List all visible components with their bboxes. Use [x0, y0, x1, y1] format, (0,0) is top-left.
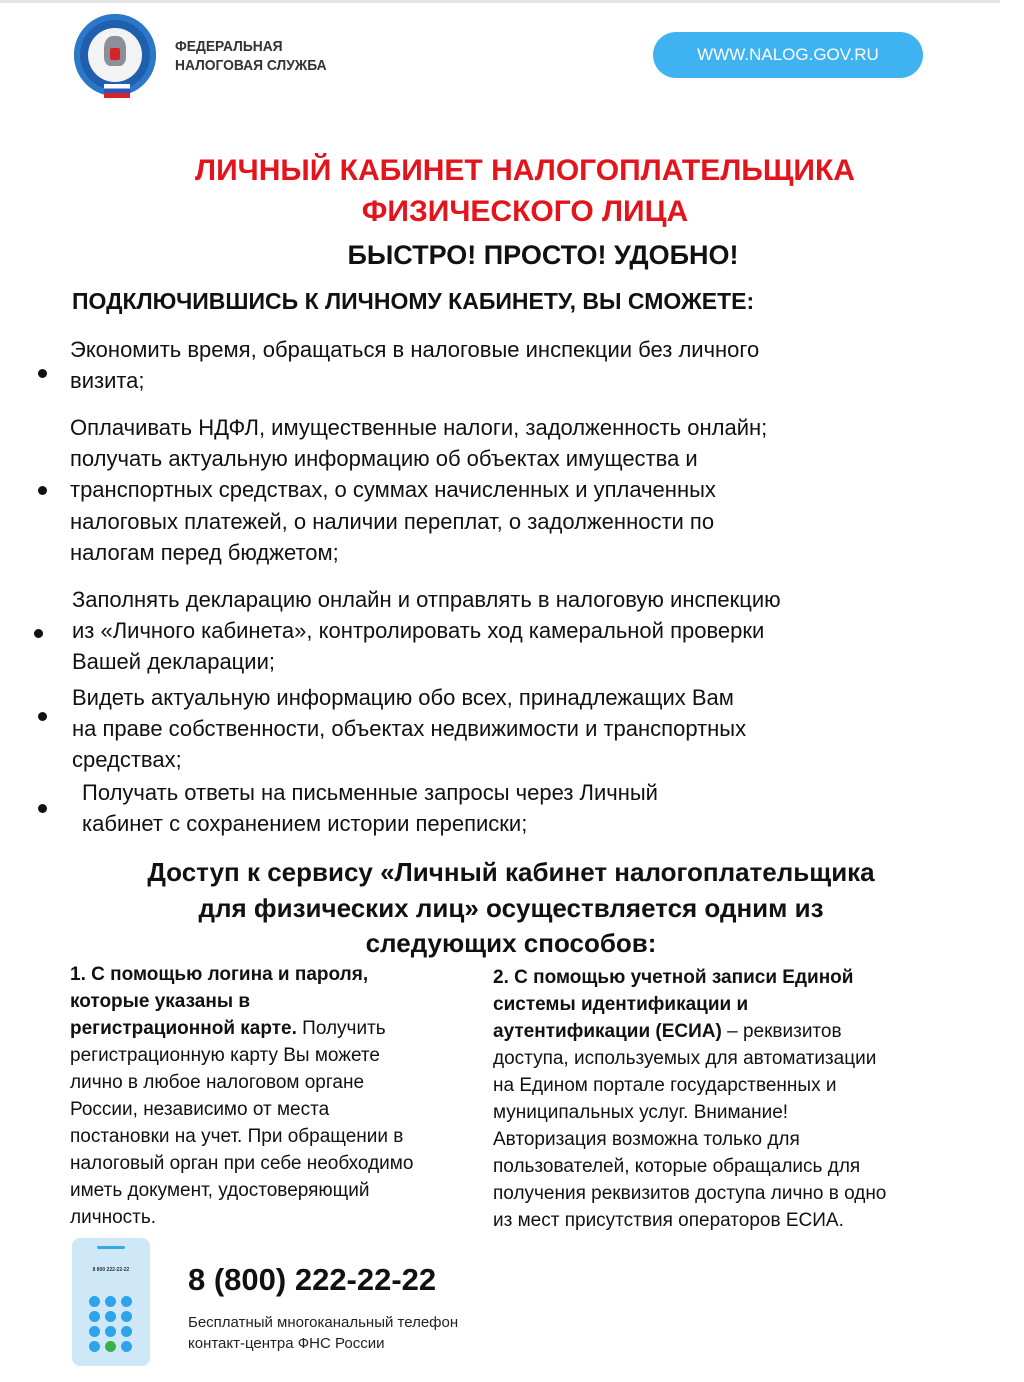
method-text: постановки на учет. При обращении в [70, 1126, 404, 1147]
method-line [493, 1207, 886, 1234]
method-line [70, 1069, 413, 1096]
bullet-icon [38, 369, 47, 378]
phone-icon-label: 8 800 222-22-22 [92, 1267, 130, 1273]
access-heading-line: для физических лиц» осуществляется одним из [198, 892, 824, 923]
list-item [72, 584, 781, 678]
flag-icon [104, 84, 130, 98]
method-line [70, 1177, 413, 1204]
method-bold-text: которые указаны в [70, 991, 251, 1012]
method-text: – реквизитов [721, 1021, 842, 1042]
method-bold-text: системы идентификации и [493, 994, 749, 1015]
list-item-line: на праве собственности, объектах недвижимости и транспортных [72, 716, 747, 742]
method-text: регистрационную карту Вы можете [70, 1045, 380, 1066]
method-line [493, 1153, 886, 1180]
list-item-line: Заполнять декларацию онлайн и отправлять в налоговую инспекцию [72, 587, 781, 612]
top-divider [0, 0, 1000, 3]
method-text: Получить [296, 1018, 386, 1039]
org-name-line: ФЕДЕРАЛЬНАЯ [175, 38, 283, 55]
list-item-line: средствах; [72, 747, 182, 773]
phone-desc-line: контакт-центра ФНС России [188, 1335, 385, 1352]
keypad-dot [121, 1296, 132, 1307]
method-esia [493, 964, 886, 1234]
phone-description [188, 1312, 458, 1354]
bullet-icon [38, 486, 47, 495]
method-text: получения реквизитов доступа лично в одно [493, 1183, 887, 1204]
phone-number: 8 (800) 222-22-22 [188, 1262, 437, 1297]
phone-icon [72, 1238, 150, 1366]
method-bold-text: 1. С помощью логина и пароля, [70, 964, 369, 985]
list-item-line: получать актуальную информацию об объектах имущества и [70, 446, 698, 472]
method-line [493, 1180, 886, 1207]
list-item [82, 777, 658, 839]
keypad-dot [105, 1326, 116, 1337]
keypad-dot [89, 1341, 100, 1352]
method-line [493, 1045, 886, 1072]
keypad-dot [121, 1341, 132, 1352]
access-heading [0, 855, 1022, 962]
method-line [493, 1072, 886, 1099]
keypad-dot [89, 1311, 100, 1322]
list-item-line: визита; [70, 368, 145, 394]
method-line [70, 1150, 413, 1177]
method-line [70, 988, 413, 1015]
method-text: налоговый орган при себе необходимо [70, 1153, 414, 1174]
method-text: пользователей, которые обращались для [493, 1156, 861, 1177]
list-item [72, 682, 746, 776]
method-line [70, 1042, 413, 1069]
list-item-line: налогам перед бюджетом; [70, 539, 339, 565]
method-line [493, 1018, 886, 1045]
subtitle: БЫСТРО! ПРОСТО! УДОБНО! [347, 240, 739, 270]
method-bold-text: регистрационной карте. [70, 1018, 297, 1039]
access-heading-line: следующих способов: [365, 928, 657, 958]
list-item-line: Получать ответы на письменные запросы через Личный [82, 780, 658, 805]
keypad-dot [105, 1296, 116, 1307]
method-line [70, 1204, 413, 1231]
list-item-line: кабинет с сохранением истории переписки; [82, 811, 528, 837]
org-name [175, 37, 327, 75]
method-text: Авторизация возможна только для [493, 1129, 800, 1150]
method-text: иметь документ, удостоверяющий [70, 1180, 370, 1201]
keypad-dot [121, 1326, 132, 1337]
method-text: доступа, используемых для автоматизации [493, 1048, 877, 1069]
list-item [70, 412, 767, 568]
method-text: России, независимо от места [70, 1099, 330, 1120]
section-heading: ПОДКЛЮЧИВШИСЬ К ЛИЧНОМУ КАБИНЕТУ, ВЫ СМОЖЕТЕ: [72, 288, 755, 314]
list-item-line: Экономить время, обращаться в налоговые инспекции без личного [70, 337, 760, 362]
keypad-dot [121, 1311, 132, 1322]
list-item-line: Оплачивать НДФЛ, имущественные налоги, задолженность онлайн; [70, 415, 768, 440]
title-line: ФИЗИЧЕСКОГО ЛИЦА [361, 195, 689, 228]
method-line [493, 964, 886, 991]
fns-emblem-logo [74, 14, 156, 96]
method-text: личность. [70, 1207, 157, 1228]
list-item-line: налоговых платежей, о наличии переплат, о задолженности по [70, 508, 715, 534]
website-button[interactable]: WWW.NALOG.GOV.RU [653, 32, 923, 78]
method-bold-text: аутентификации (ЕСИА) [493, 1021, 722, 1042]
list-item [70, 334, 759, 396]
org-name-line: НАЛОГОВАЯ СЛУЖБА [175, 57, 327, 74]
method-text: на Едином портале государственных и [493, 1075, 837, 1096]
keypad-dot [89, 1326, 100, 1337]
method-text: муниципальных услуг. Внимание! [493, 1102, 789, 1123]
access-heading-line: Доступ к сервису «Личный кабинет налогоплательщика [147, 857, 875, 887]
keypad-dot [105, 1341, 116, 1352]
method-line [493, 1126, 886, 1153]
method-login-password [70, 961, 413, 1231]
method-line [70, 961, 413, 988]
phone-desc-line: Бесплатный многоканальный телефон [188, 1314, 459, 1331]
bullet-icon [38, 712, 47, 721]
list-item-line: из «Личного кабинета», контролировать ход камеральной проверки [72, 618, 765, 644]
method-text: лично в любое налоговом органе [70, 1072, 365, 1093]
list-item-line: Вашей декларации; [72, 649, 275, 675]
method-line [493, 991, 886, 1018]
list-item-line: Видеть актуальную информацию обо всех, принадлежащих Вам [72, 685, 734, 710]
list-item-line: транспортных средствах, о суммах начисленных и уплаченных [70, 477, 716, 503]
method-line [493, 1099, 886, 1126]
bullet-icon [38, 804, 47, 813]
method-line [70, 1123, 413, 1150]
method-text: из мест присутствия операторов ЕСИА. [493, 1210, 844, 1231]
keypad-dot [105, 1311, 116, 1322]
title-line: ЛИЧНЫЙ КАБИНЕТ НАЛОГОПЛАТЕЛЬЩИКА [195, 154, 855, 187]
method-line [70, 1015, 413, 1042]
method-line [70, 1096, 413, 1123]
keypad-dot [89, 1296, 100, 1307]
page-title [0, 150, 1024, 232]
method-bold-text: 2. С помощью учетной записи Единой [493, 967, 854, 988]
bullet-icon [34, 629, 43, 638]
